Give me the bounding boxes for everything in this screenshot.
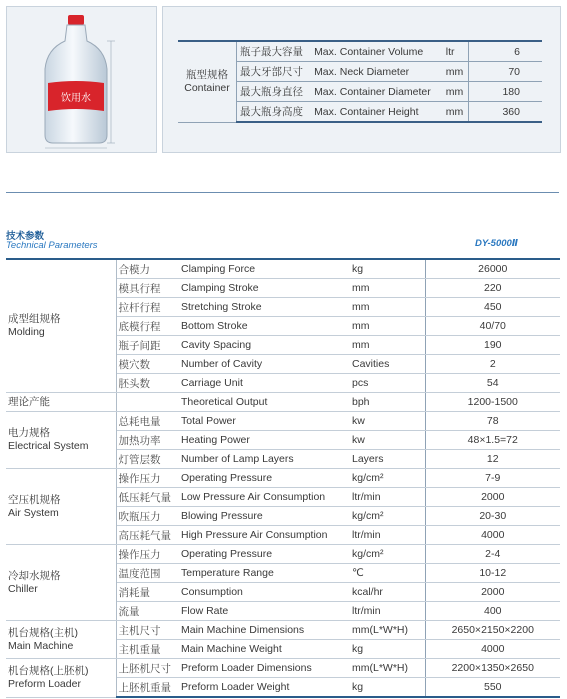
bottle-label-text: 饮用水 bbox=[61, 93, 91, 104]
spec-param-zh: 操作压力 bbox=[116, 545, 179, 564]
spec-param-en: Consumption bbox=[179, 583, 350, 602]
container-param-value: 70 bbox=[469, 62, 543, 82]
section-title-zh: 技术参数 bbox=[6, 231, 45, 242]
spec-param-en: High Pressure Air Consumption bbox=[179, 526, 350, 545]
container-param-zh: 最大牙部尺寸 bbox=[237, 62, 312, 82]
spec-param-unit: ltr/min bbox=[350, 602, 425, 621]
container-param-unit: mm bbox=[443, 62, 469, 82]
spec-param-zh bbox=[116, 393, 179, 412]
spec-param-zh: 消耗量 bbox=[116, 583, 179, 602]
spec-group-en: Main Machine bbox=[8, 639, 74, 652]
spec-param-value: 54 bbox=[425, 374, 560, 393]
spec-param-zh: 总耗电量 bbox=[116, 412, 179, 431]
spec-param-unit: bph bbox=[350, 393, 425, 412]
spec-group-zh: 机台规格(上胚机) bbox=[8, 664, 89, 677]
spec-param-en: Theoretical Output bbox=[179, 393, 350, 412]
spec-param-en: Temperature Range bbox=[179, 564, 350, 583]
spec-param-unit: kg bbox=[350, 259, 425, 279]
spec-param-zh: 拉杆行程 bbox=[116, 298, 179, 317]
spec-row bbox=[6, 621, 560, 640]
spec-param-value: 10-12 bbox=[425, 564, 560, 583]
spec-param-value: 48×1.5=72 bbox=[425, 431, 560, 450]
spec-param-unit: pcs bbox=[350, 374, 425, 393]
spec-param-value: 2650×2150×2200 bbox=[425, 621, 560, 640]
spec-param-value: 2000 bbox=[425, 488, 560, 507]
spec-group-label bbox=[6, 659, 116, 698]
spec-group-label bbox=[6, 393, 116, 412]
spec-param-value: 450 bbox=[425, 298, 560, 317]
spec-param-en: Preform Loader Dimensions bbox=[179, 659, 350, 678]
spec-param-value: 220 bbox=[425, 279, 560, 298]
spec-param-en: Operating Pressure bbox=[179, 469, 350, 488]
spec-group-zh: 理论产能 bbox=[8, 395, 50, 408]
spec-param-en: Carriage Unit bbox=[179, 374, 350, 393]
section-title-en: Technical Parameters bbox=[6, 240, 98, 251]
container-group-label bbox=[178, 41, 237, 122]
spec-param-en: Total Power bbox=[179, 412, 350, 431]
spec-param-value: 1200-1500 bbox=[425, 393, 560, 412]
spec-group-zh: 机台规格(主机) bbox=[8, 626, 78, 639]
spec-param-en: Operating Pressure bbox=[179, 545, 350, 564]
technical-parameters-table bbox=[6, 258, 560, 698]
spec-param-zh: 加热功率 bbox=[116, 431, 179, 450]
spec-param-en: Clamping Stroke bbox=[179, 279, 350, 298]
spec-param-zh: 瓶子间距 bbox=[116, 336, 179, 355]
spec-param-unit: kw bbox=[350, 431, 425, 450]
spec-param-en: Blowing Pressure bbox=[179, 507, 350, 526]
spec-param-en: Number of Lamp Layers bbox=[179, 450, 350, 469]
spec-param-value: 190 bbox=[425, 336, 560, 355]
spec-param-zh: 合模力 bbox=[116, 259, 179, 279]
spec-param-zh: 低压耗气量 bbox=[116, 488, 179, 507]
spec-row bbox=[6, 412, 560, 431]
spec-param-value: 550 bbox=[425, 678, 560, 698]
spec-group-label bbox=[6, 259, 116, 393]
section-divider bbox=[6, 192, 559, 193]
spec-param-zh: 上胚机尺寸 bbox=[116, 659, 179, 678]
spec-param-en: Low Pressure Air Consumption bbox=[179, 488, 350, 507]
container-param-unit: mm bbox=[443, 82, 469, 102]
spec-param-unit: mm(L*W*H) bbox=[350, 621, 425, 640]
spec-param-zh: 上胚机重量 bbox=[116, 678, 179, 698]
spec-param-unit: kg/cm² bbox=[350, 507, 425, 526]
spec-param-value: 12 bbox=[425, 450, 560, 469]
spec-param-value: 2-4 bbox=[425, 545, 560, 564]
spec-param-unit: kcal/hr bbox=[350, 583, 425, 602]
spec-param-value: 400 bbox=[425, 602, 560, 621]
spec-group-zh: 空压机规格 bbox=[8, 493, 61, 506]
spec-param-zh: 灯管层数 bbox=[116, 450, 179, 469]
container-param-zh: 瓶子最大容量 bbox=[237, 41, 312, 62]
spec-param-unit: ℃ bbox=[350, 564, 425, 583]
spec-row bbox=[6, 393, 560, 412]
spec-row bbox=[6, 469, 560, 488]
spec-param-zh: 胚头数 bbox=[116, 374, 179, 393]
spec-param-unit: mm bbox=[350, 336, 425, 355]
container-param-zh: 最大瓶身直径 bbox=[237, 82, 312, 102]
spec-param-unit: kg/cm² bbox=[350, 469, 425, 488]
container-spec-table bbox=[178, 40, 542, 123]
spec-group-en: Molding bbox=[8, 326, 45, 338]
spec-param-en: Stretching Stroke bbox=[179, 298, 350, 317]
container-param-en: Max. Neck Diameter bbox=[311, 62, 443, 82]
spec-param-value: 20-30 bbox=[425, 507, 560, 526]
model-number: DY-5000Ⅱ bbox=[475, 238, 519, 249]
spec-group-en: Chiller bbox=[8, 582, 38, 595]
spec-param-value: 26000 bbox=[425, 259, 560, 279]
spec-param-value: 2200×1350×2650 bbox=[425, 659, 560, 678]
spec-param-value: 40/70 bbox=[425, 317, 560, 336]
spec-param-en: Cavity Spacing bbox=[179, 336, 350, 355]
container-param-en: Max. Container Diameter bbox=[311, 82, 443, 102]
spec-param-value: 4000 bbox=[425, 640, 560, 659]
spec-group-label bbox=[6, 469, 116, 545]
spec-group-label bbox=[6, 545, 116, 621]
spec-param-zh: 温度范围 bbox=[116, 564, 179, 583]
spec-param-en: Preform Loader Weight bbox=[179, 678, 350, 698]
spec-group-label bbox=[6, 412, 116, 469]
spec-param-unit: ltr/min bbox=[350, 526, 425, 545]
spec-param-value: 7-9 bbox=[425, 469, 560, 488]
container-row bbox=[178, 41, 542, 62]
container-group-zh: 瓶型规格 bbox=[186, 68, 228, 81]
container-group-en: Container bbox=[184, 81, 230, 94]
spec-param-value: 2000 bbox=[425, 583, 560, 602]
spec-group-en: Electrical System bbox=[8, 440, 89, 452]
spec-param-unit: ltr/min bbox=[350, 488, 425, 507]
spec-param-en: Number of Cavity bbox=[179, 355, 350, 374]
spec-param-zh: 主机重量 bbox=[116, 640, 179, 659]
spec-param-en: Clamping Force bbox=[179, 259, 350, 279]
spec-param-en: Bottom Stroke bbox=[179, 317, 350, 336]
spec-row bbox=[6, 259, 560, 279]
spec-group-label bbox=[6, 621, 116, 659]
spec-param-zh: 模穴数 bbox=[116, 355, 179, 374]
spec-param-unit: kw bbox=[350, 412, 425, 431]
spec-param-zh: 高压耗气量 bbox=[116, 526, 179, 545]
container-param-unit: mm bbox=[443, 102, 469, 123]
spec-param-unit: mm bbox=[350, 298, 425, 317]
spec-param-en: Main Machine Weight bbox=[179, 640, 350, 659]
spec-param-value: 78 bbox=[425, 412, 560, 431]
container-param-en: Max. Container Volume bbox=[311, 41, 443, 62]
spec-group-zh: 成型组规格 bbox=[8, 313, 61, 325]
spec-param-zh: 操作压力 bbox=[116, 469, 179, 488]
bottle-image bbox=[7, 7, 156, 152]
spec-param-zh: 底模行程 bbox=[116, 317, 179, 336]
container-param-value: 6 bbox=[469, 41, 543, 62]
spec-param-unit: kg bbox=[350, 640, 425, 659]
spec-param-zh: 流量 bbox=[116, 602, 179, 621]
spec-param-unit: mm bbox=[350, 279, 425, 298]
spec-param-zh: 主机尺寸 bbox=[116, 621, 179, 640]
spec-group-en: Air System bbox=[8, 506, 59, 519]
spec-param-en: Main Machine Dimensions bbox=[179, 621, 350, 640]
container-param-value: 180 bbox=[469, 82, 543, 102]
container-param-en: Max. Container Height bbox=[311, 102, 443, 123]
spec-param-unit: mm(L*W*H) bbox=[350, 659, 425, 678]
spec-row bbox=[6, 545, 560, 564]
spec-param-unit: Cavities bbox=[350, 355, 425, 374]
spec-group-en: Preform Loader bbox=[8, 677, 81, 690]
bottle-photo-panel bbox=[6, 6, 157, 153]
spec-param-value: 2 bbox=[425, 355, 560, 374]
spec-param-unit: kg/cm² bbox=[350, 545, 425, 564]
spec-row bbox=[6, 659, 560, 678]
spec-param-unit: Layers bbox=[350, 450, 425, 469]
spec-group-zh: 冷却水规格 bbox=[8, 569, 61, 582]
spec-param-value: 4000 bbox=[425, 526, 560, 545]
container-param-zh: 最大瓶身高度 bbox=[237, 102, 312, 123]
spec-param-zh: 模具行程 bbox=[116, 279, 179, 298]
spec-param-en: Heating Power bbox=[179, 431, 350, 450]
spec-param-unit: kg bbox=[350, 678, 425, 698]
spec-param-zh: 吹瓶压力 bbox=[116, 507, 179, 526]
container-param-unit: ltr bbox=[443, 41, 469, 62]
spec-group-zh: 电力规格 bbox=[8, 427, 50, 439]
spec-param-en: Flow Rate bbox=[179, 602, 350, 621]
spec-param-unit: mm bbox=[350, 317, 425, 336]
container-param-value: 360 bbox=[469, 102, 543, 123]
